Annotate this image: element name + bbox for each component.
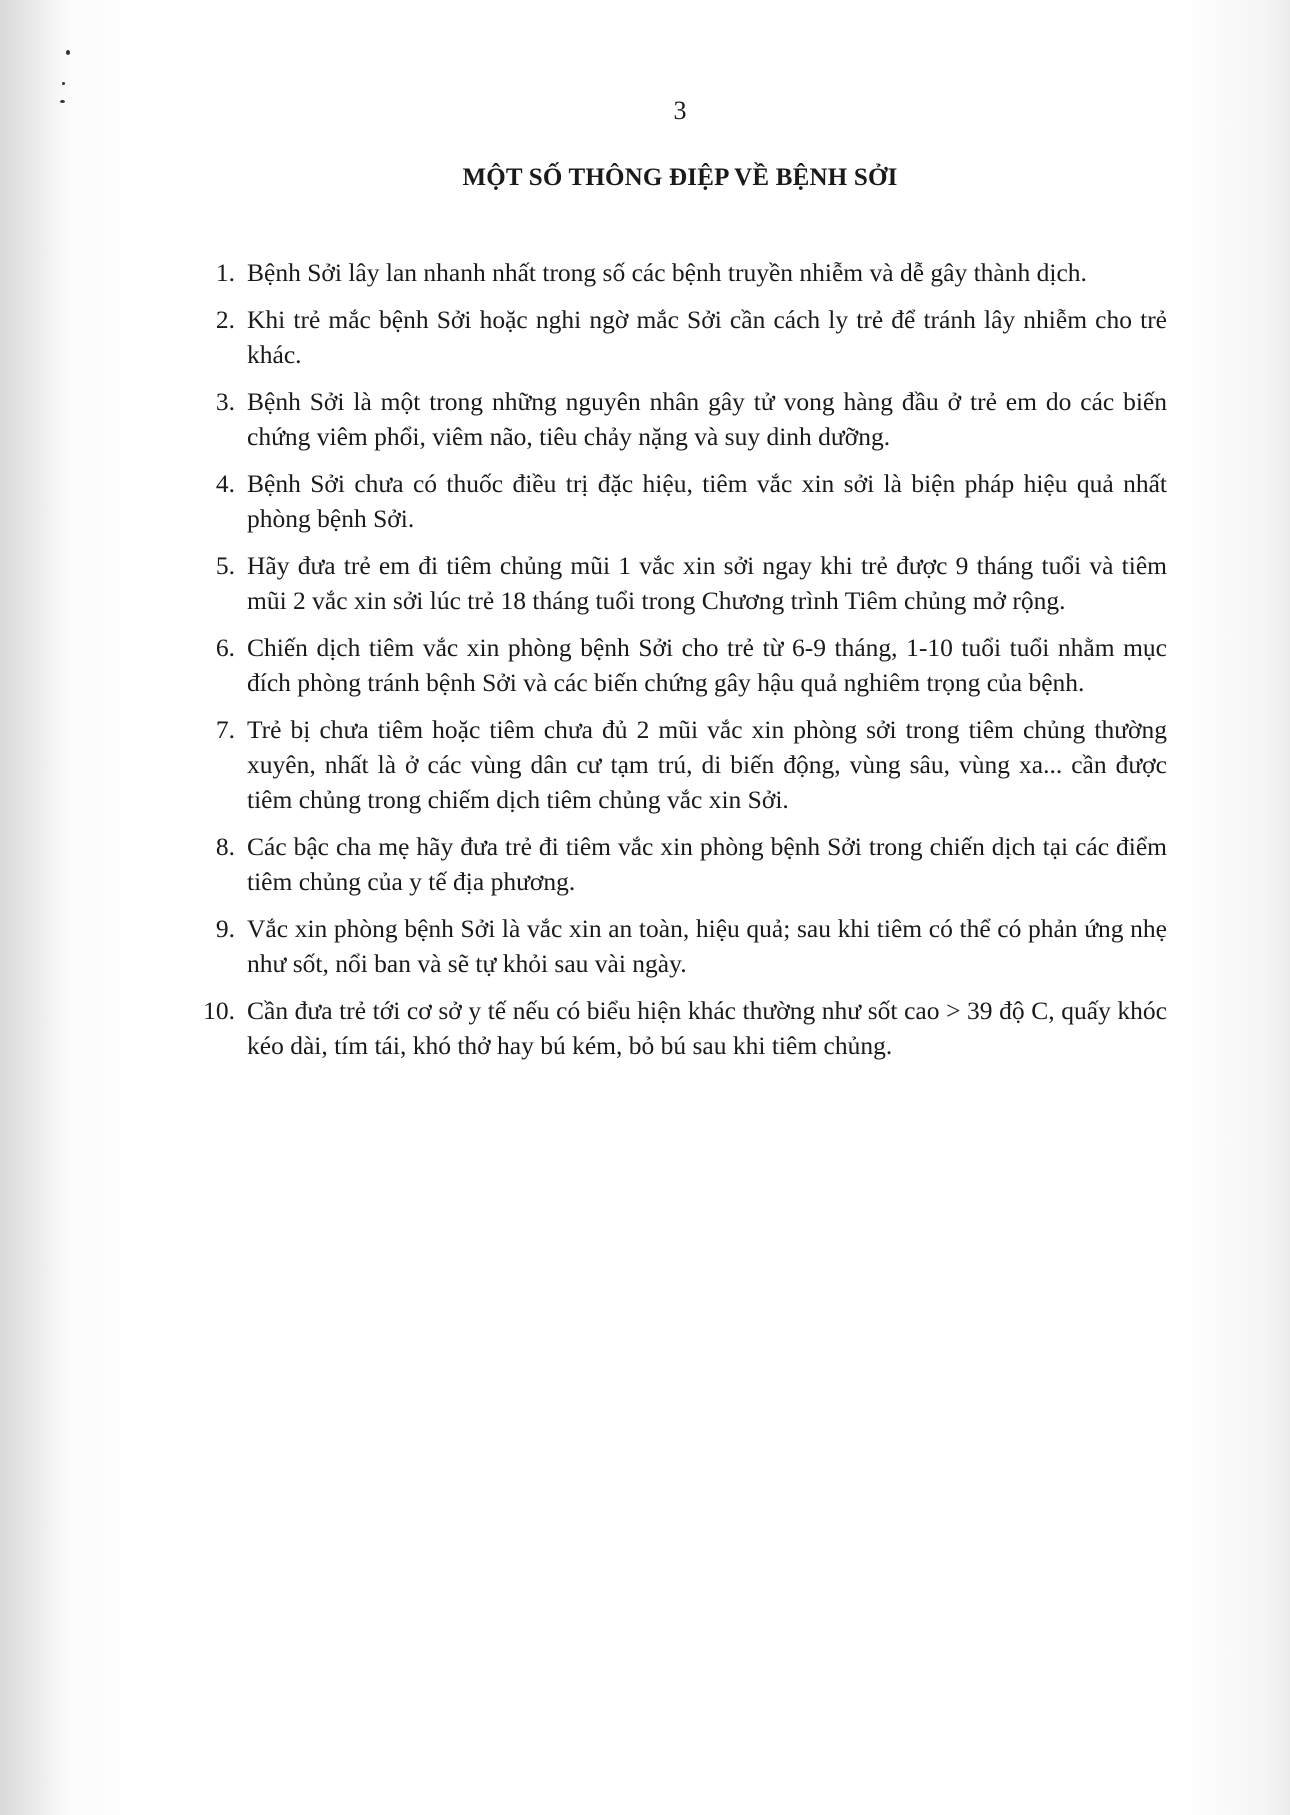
list-item [192,829,1167,899]
page-title: MỘT SỐ THÔNG ĐIỆP VỀ BỆNH SỞI [462,164,898,191]
list-item-text: Bệnh Sởi là một trong những nguyên nhân gây tử vong hàng đầu ở trẻ em do các biến chứng viêm phổi, viêm não, tiêu chảy nặng và suy dinh dưỡng. [247,387,1167,451]
list-item [192,712,1167,817]
list-item [192,630,1167,700]
page-number: 3 [673,96,687,125]
list-item-text: Khi trẻ mắc bệnh Sởi hoặc nghi ngờ mắc Sởi cần cách ly trẻ để tránh lây nhiễm cho trẻ khác. [247,305,1167,369]
list-item [192,993,1167,1063]
message-list [192,255,1167,1075]
list-item-text: Bệnh Sởi chưa có thuốc điều trị đặc hiệu, tiêm vắc xin sởi là biện pháp hiệu quả nhất phòng bệnh Sởi. [247,469,1167,533]
list-item [192,466,1167,536]
list-item-number: 6. [215,633,235,662]
list-item [192,911,1167,981]
scan-edge-shadow [0,0,70,1815]
list-item-number: 9. [215,914,235,943]
list-item-number: 2. [215,305,235,334]
list-item-number: 5. [215,551,235,580]
list-item-text: Hãy đưa trẻ em đi tiêm chủng mũi 1 vắc xin sởi ngay khi trẻ được 9 tháng tuổi và tiêm mũi 2 vắc xin sởi lúc trẻ 18 tháng tuổi trong Chương trình Tiêm chủng mở rộng. [247,551,1167,615]
list-item-text: Chiến dịch tiêm vắc xin phòng bệnh Sởi cho trẻ từ 6-9 tháng, 1-10 tuổi tuổi nhằm mục đích phòng tránh bệnh Sởi và các biến chứng gây hậu quả nghiêm trọng của bệnh. [247,633,1167,697]
list-item-text: Bệnh Sởi lây lan nhanh nhất trong số các bệnh truyền nhiễm và dễ gây thành dịch. [247,258,1087,287]
list-item-number: 7. [215,715,235,744]
list-item [192,302,1167,372]
list-item [192,384,1167,454]
list-item-number: 10. [203,996,235,1025]
scan-speck [66,50,70,55]
list-item-text: Vắc xin phòng bệnh Sởi là vắc xin an toàn, hiệu quả; sau khi tiêm có thể có phản ứng nhẹ như sốt, nổi ban và sẽ tự khỏi sau vài ngày. [247,914,1167,978]
list-item-text: Các bậc cha mẹ hãy đưa trẻ đi tiêm vắc xin phòng bệnh Sởi trong chiến dịch tại các điểm tiêm chủng của y tế địa phương. [247,832,1167,896]
list-item-text: Trẻ bị chưa tiêm hoặc tiêm chưa đủ 2 mũi vắc xin phòng sởi trong tiêm chủng thường xuyên, nhất là ở các vùng dân cư tạm trú, di biến động, vùng sâu, vùng xa... cần được tiêm chủng trong chiếm dịch tiêm chủng vắc xin Sởi. [247,715,1167,814]
list-item-number: 3. [215,387,235,416]
list-item-number: 8. [215,832,235,861]
list-item [192,255,1167,290]
list-item-text: Cần đưa trẻ tới cơ sở y tế nếu có biểu hiện khác thường như sốt cao > 39 độ C, quấy khóc kéo dài, tím tái, khó thở hay bú kém, bỏ bú sau khi tiêm chủng. [247,996,1167,1060]
list-item-number: 1. [215,258,235,287]
list-item [192,548,1167,618]
scan-speck [62,82,65,85]
list-item-number: 4. [215,469,235,498]
